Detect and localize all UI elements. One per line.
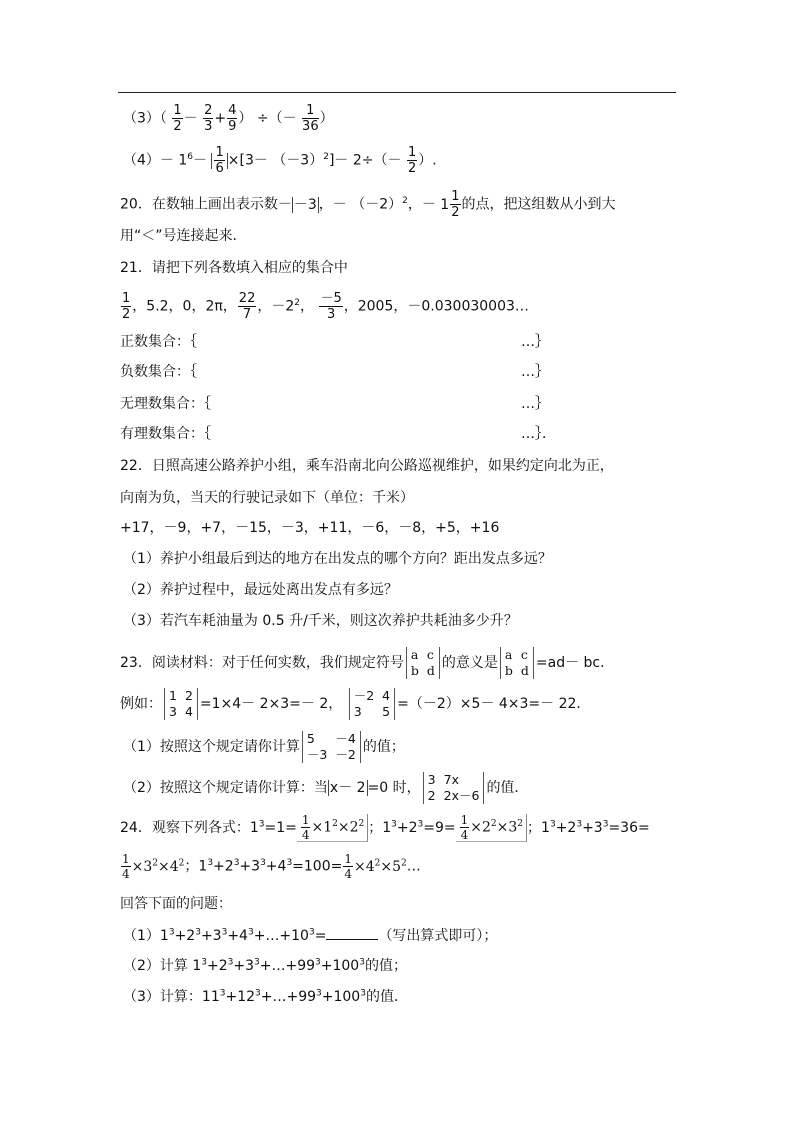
q24-sub2: （2）计算 $1^3+2^3+3^3+\dots+99^3+100^3$的值； <box>123 957 407 974</box>
symbol-determinant: a c b d <box>406 647 440 679</box>
sub1-determinant: 5 －4 －3 －2 <box>302 731 361 763</box>
symbol-determinant-2: a c b d <box>500 647 534 679</box>
q24-sub3: （3）计算：$11^3+12^3+\dots+99^3+100^3$的值． <box>123 988 408 1005</box>
q23-definition: 23．阅读材料：对于任何实数，我们规定符号 a c b d 的意义是 a c b d =ad－ bc． <box>120 647 615 678</box>
set-rational-end: …｝． <box>521 426 556 442</box>
q20-line1: 20．在数轴上画出表示数－ －3 ，－ $(-2)^2$，－ 1 $\frac{1}{2}$ 的点，把这组数从小到大 <box>120 189 616 220</box>
set-rational-label: 有理数集合：｛ <box>120 426 211 442</box>
set-negative-label: 负数集合：｛ <box>120 364 197 380</box>
header-rule <box>118 92 676 93</box>
answer-blank[interactable] <box>326 925 378 940</box>
q24-sub1: $(1)1^3+2^3+3^3+4^3+\dots+10^3=$ （写出算式即可）； <box>123 925 497 946</box>
set-irrational-end: …｝ <box>521 396 549 412</box>
set-positive-label: 正数集合：｛ <box>120 334 197 350</box>
q24-line1: 24．观察下列各式：$1^3=1=$ $\frac{1}{4}$ $\times 1^2\times 2^2$ ；$1^3+2^3=9=$ $\frac{1}{4}$ $\times 2^2\times 3^2$ ；$1^3+2^3+3^3=36=$ <box>120 813 650 842</box>
q22-sub3: （3）若汽车耗油量为 0.5 升/千米，则这次养护共耗油多少升？ <box>123 613 518 629</box>
example-determinant-2: －2 4 3 5 <box>349 688 395 720</box>
q22-sub1: （1）养护小组最后到达的地方在出发点的哪个方向？距出发点多远？ <box>123 551 552 567</box>
q19-part4: $(4)- 1^6-$ $\frac{1}{6}$ $\times[3- (-3)^2]- 2\div(-$ $\frac{1}{2}$ ）. <box>123 145 437 176</box>
set-negative-end: …｝ <box>521 364 549 380</box>
set-irrational-label: 无理数集合：｛ <box>120 396 211 412</box>
q19-part3: （3）（ $\frac{1}{2}$ － $\frac{2}{3}$ + $\frac{4}{9}$ ） ÷（－ $\frac{1}{36}$ ） <box>123 103 334 134</box>
q20-line2: 用“＜”号连接起来． <box>120 228 247 244</box>
q21-title: 21．请把下列各数填入相应的集合中 <box>120 260 348 276</box>
q22-record: +17，－9，+7，－15，－3，+11，－6，－8，+5，+16 <box>120 520 500 536</box>
q21-numbers: $\frac{1}{2}$ ，5.2，0，2π， $\frac{22}{7}$ ，$-2^2$， $\frac{-5}{3}$ ，2005，－0.030030003… <box>122 291 529 322</box>
q22-line1: 22．日照高速公路养护小组，乘车沿南北向公路巡视维护，如果约定向北为正， <box>120 458 614 474</box>
example-determinant-1: 1 2 3 4 <box>164 688 198 720</box>
q22-line2: 向南为负，当天的行驶记录如下（单位：千米） <box>120 490 414 506</box>
q23-example: 例如： 1 2 3 4 =1×4－ 2×3=－ 2， －2 4 3 5 =（－2）×5－ 4×3=－ 22． <box>120 688 591 719</box>
q23-sub2: （2）按照这个规定请你计算：当 x－ 2 =0 时， 3 7x 2 2x－6 的值． <box>123 772 529 803</box>
q24-answer-prompt: 回答下面的问题： <box>120 896 232 912</box>
q24-line2: $\frac{1}{4}$ $\times 3^2\times 4^2$；$1^3+2^3+3^3+4^3=100=$ $\frac{1}{4}$ $\times 4^2\times 5^2\dots$ <box>122 852 421 881</box>
set-positive-end: …｝ <box>521 334 549 350</box>
q23-sub1: （1）按照这个规定请你计算 5 －4 －3 －2 的值； <box>123 731 405 762</box>
q22-sub2: （2）养护过程中，最远处离出发点有多远？ <box>123 582 398 598</box>
sub2-determinant: 3 7x 2 2x－6 <box>423 772 485 804</box>
